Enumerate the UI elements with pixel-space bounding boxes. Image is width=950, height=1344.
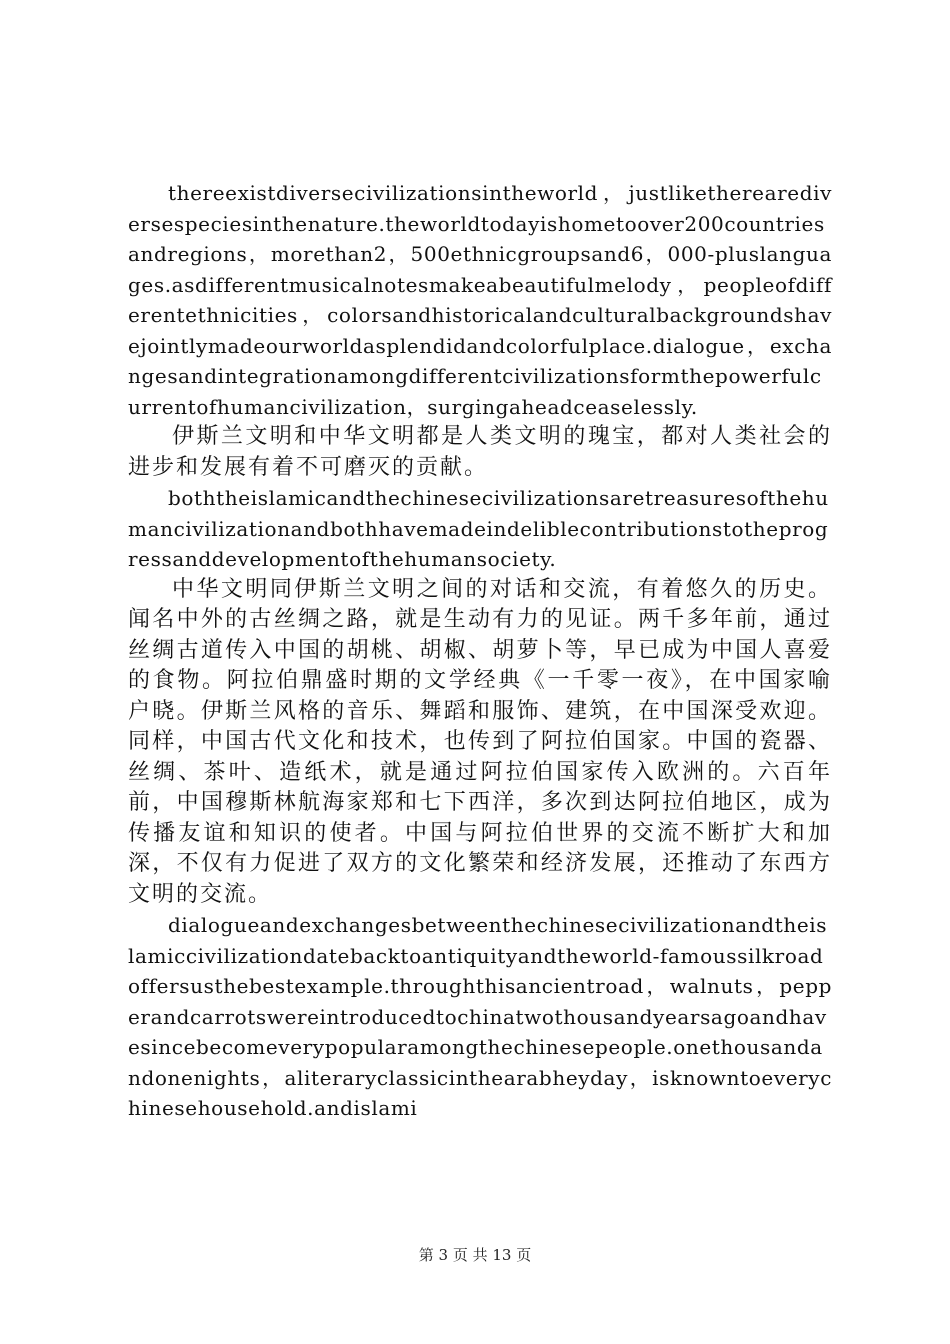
paragraph-zh-treasure: 伊斯兰文明和中华文明都是人类文明的瑰宝，都对人类社会的进步和发展有着不可磨灭的贡献。: [128, 424, 832, 480]
paragraph-en-dialogue-history: dialogueandexchangesbetweenthechinesecivilizationandtheislamiccivilizationdatebacktoantiquityandtheworld-famoussilkroadoffersusthebestexample.throughthisancientroad，walnuts，pepperandcarrotswereintroducedtochinatwothousandyearsagoandhavesincebecomeverypopularamongthechinesepeople.onethousandandonenights，aliteraryclassicinthearabheyday，isknowntoeverychinesehousehold.andislami: [128, 913, 832, 1120]
page-number-footer: 第 3 页 共 13 页: [418, 1246, 532, 1264]
document-body: [128, 178, 832, 1124]
paragraph-en-civilizations: thereexistdiversecivilizationsintheworld，justliketherearediversespeciesinthenature.theworldtodayishometoover200countriesandregions，morethan2，500ethnicgroupsand6，000-pluslanguages.asdifferentmusicalnotesmakeabeautifulmelody，peopleofdifferentethnicities，colorsandhistoricalandculturalbackgroundshavejointlymadeourworldasplendidandcolorfulplace.dialogue，exchangesandintegrationamongdifferentcivilizationsformthepowerfulcurrentofhumancivilization，surgingaheadceaselessly.: [128, 181, 832, 419]
paragraph-en-treasure: boththeislamicandthechinesecivilizationsaretreasuresofthehumancivilizationandbothhavemadeindeliblecontributionstotheprogressanddevelopmentofthehumansociety.: [128, 486, 829, 571]
paragraph-zh-dialogue-history: 中华文明同伊斯兰文明之间的对话和交流，有着悠久的历史。闻名中外的古丝绸之路，就是生动有力的见证。两千多年前，通过丝绸古道传入中国的胡桃、胡椒、胡萝卜等，早已成为中国人喜爱的食物。阿拉伯鼎盛时期的文学经典《一千零一夜》，在中国家喻户晓。伊斯兰风格的音乐、舞蹈和服饰、建筑，在中国深受欢迎。同样，中国古代文化和技术，也传到了阿拉伯国家。中国的瓷器、丝绸、茶叶、造纸术，就是通过阿拉伯国家传入欧洲的。六百年前，中国穆斯林航海家郑和七下西洋，多次到达阿拉伯地区，成为传播友谊和知识的使者。中国与阿拉伯世界的交流不断扩大和加深，不仅有力促进了双方的文化繁荣和经济发展，还推动了东西方文明的交流。: [128, 576, 832, 907]
